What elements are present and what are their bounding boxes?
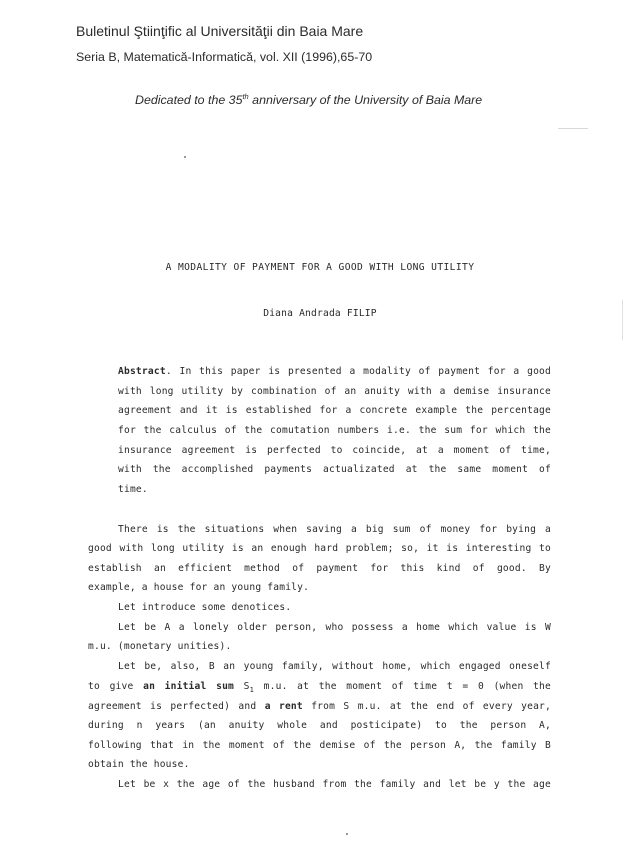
body-line: establish an efficient method of payment for this kind of good. By bbox=[88, 563, 551, 574]
paper-author: Diana Andrada FILIP bbox=[263, 308, 377, 319]
abstract-line: with long utility by combination of an anuity with a demise insurance bbox=[118, 386, 551, 397]
dedication-text-end: anniversary of the University of Baia Mare bbox=[248, 93, 483, 108]
body-line: Let be x the age of the husband from the family and let be y the age bbox=[118, 779, 551, 790]
body-line: Let be A a lonely older person, who possess a home which value is W bbox=[118, 622, 551, 633]
body-line: Let introduce some denotices. bbox=[118, 602, 292, 613]
abstract-line bbox=[118, 366, 551, 377]
body-text: from S m.u. at the end of every year, bbox=[302, 701, 551, 712]
journal-name: Buletinul Ştiinţific al Universităţii din Baia Mare bbox=[76, 23, 364, 39]
subscript: 1 bbox=[249, 685, 255, 694]
abstract-line-last: time. bbox=[118, 484, 148, 495]
body-line: There is the situations when saving a big sum of money for bying a bbox=[118, 524, 551, 535]
journal-series: Seria B, Matematică-Informatică, vol. XII (1996),65-70 bbox=[76, 50, 373, 64]
abstract-line: for the calculus of the comutation numbers i.e. the sum for which the bbox=[118, 425, 551, 436]
body-line: good with long utility is an enough hard problem; so, it is interesting to bbox=[88, 543, 551, 554]
scan-mark bbox=[558, 128, 588, 129]
body-text: agreement is perfected) and bbox=[88, 701, 265, 712]
body-line: example, a house for an young family. bbox=[88, 582, 310, 593]
paper-title: A MODALITY OF PAYMENT FOR A GOOD WITH LONG UTILITY bbox=[165, 262, 475, 273]
body-line bbox=[88, 701, 551, 712]
scan-mark bbox=[346, 833, 348, 835]
dedication-superscript: th bbox=[242, 92, 249, 101]
body-text: S bbox=[234, 681, 250, 692]
abstract-line: insurance agreement is perfected to coincide, at a moment of time, bbox=[118, 445, 551, 456]
body-line: Let be, also, B an young family, without home, which engaged oneself bbox=[118, 661, 551, 672]
scan-mark bbox=[184, 156, 186, 158]
body-text: m.u. at the moment of time t = 0 (when the bbox=[254, 681, 551, 692]
abstract-line: agreement and it is established for a concrete example the percentage bbox=[118, 405, 551, 416]
scan-mark bbox=[622, 300, 623, 340]
dedication-text: Dedicated to the 35 bbox=[135, 93, 243, 108]
body-line: m.u. (monetary unities). bbox=[88, 641, 232, 652]
body-text: to give bbox=[88, 681, 144, 692]
abstract-first-line: . In this paper is presented a modality of payment for a good bbox=[165, 366, 551, 377]
abstract-label: Abstract bbox=[118, 366, 166, 377]
body-line: obtain the house. bbox=[88, 759, 190, 770]
body-bold-text: a rent bbox=[264, 701, 303, 712]
abstract-line: with the accomplished payments actualizated at the same moment of bbox=[118, 464, 551, 475]
dedication bbox=[135, 92, 482, 107]
body-line: during n years (an anuity whole and posticipate) to the person A, bbox=[88, 720, 551, 731]
body-line: following that in the moment of the demise of the person A, the family B bbox=[88, 740, 551, 751]
body-bold-text: an initial sum bbox=[143, 681, 235, 692]
body-line bbox=[88, 681, 551, 694]
